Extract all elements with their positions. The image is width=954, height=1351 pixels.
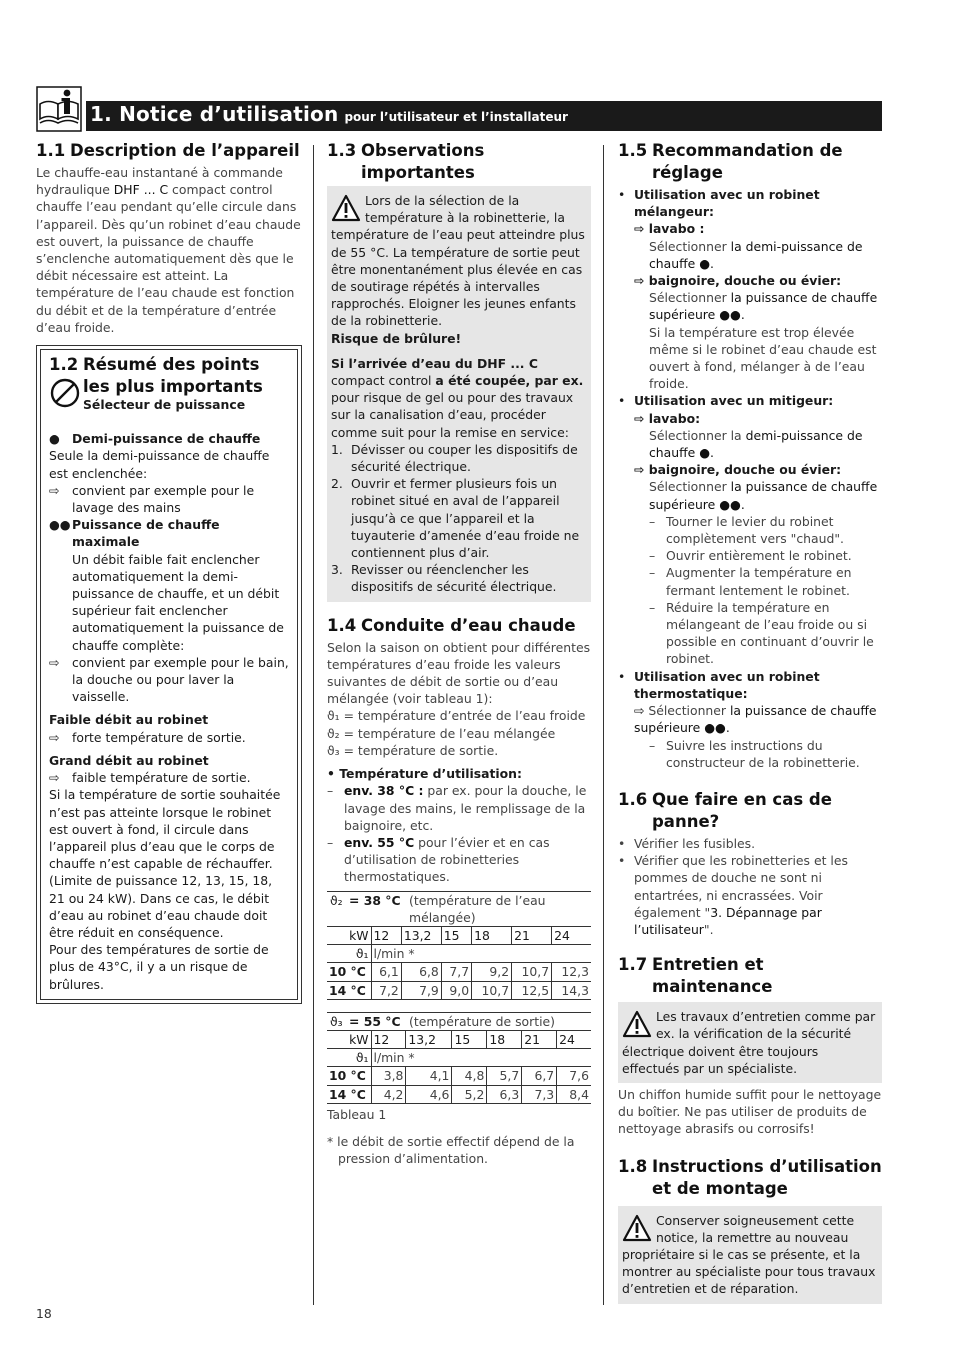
table-caption: Tableau 1 bbox=[327, 1106, 387, 1122]
high-flow-title: Grand débit au robinet bbox=[49, 752, 209, 768]
list-item: – Tourner le levier du robinet complètement vers "chaud". bbox=[649, 513, 844, 547]
heading-1-2: 1.2 Résumé des points les plus importants bbox=[49, 355, 263, 397]
max-power-title: ●● Puissance de chauffe maximale bbox=[49, 517, 220, 550]
basin-1: ⇨ lavabo : bbox=[634, 221, 705, 237]
list-item: – Ouvrir entièrement le robinet. bbox=[649, 548, 852, 564]
flow-table-55: ϑ₃ = 55 °C (température de sortie) kW 12 13,2 15 18 21 24 ϑ₁ l/min * 10 °C 3,8 4,1 4,8 5,7 6,7 7,6 14 °C 4,2 4,6 5,2 6,3 7,3 8,4 bbox=[329, 1013, 589, 1102]
var-theta2: ϑ₂ = température de l’eau mélangée bbox=[327, 725, 556, 741]
basin-2-text: Sélectionner la demi-puissance de chauffe ●. bbox=[649, 427, 863, 461]
bath-1: ⇨ baignoire, douche ou évier: bbox=[634, 273, 842, 289]
arrow-icon: ⇨ bbox=[49, 770, 60, 786]
section-title: 1. Notice d’utilisation bbox=[90, 102, 339, 126]
thermostatic-section: • Utilisation avec un robinet thermostatique: bbox=[618, 668, 820, 701]
list-item: 3. Revisser ou réenclencher les dispositifs de sécurité électrique. bbox=[331, 562, 557, 595]
thermostatic-text: ⇨ Sélectionner la puissance de chauffe supérieure ●●. bbox=[634, 703, 877, 736]
max-power-use: ⇨ convient par exemple pour le bain, la douche ou pour laver la vaisselle. bbox=[49, 654, 289, 705]
heading-1-6: 1.6 Que faire en cas de panne? bbox=[618, 789, 832, 831]
warning-triangle-icon bbox=[622, 1214, 652, 1242]
summary-box bbox=[36, 345, 302, 1004]
var-theta1: ϑ₁ = température d’entrée de l’eau froide bbox=[327, 708, 586, 724]
basin-1-text: Sélectionner la demi-puissance de chauffe ●. bbox=[649, 238, 863, 271]
column-middle bbox=[327, 140, 591, 1167]
var-theta3: ϑ₃ = température de sortie. bbox=[327, 742, 499, 758]
maintenance-warning: Les travaux d’entretien comme par ex. la vérification de la sécurité électrique doivent être toujours effectués par un spécialiste. bbox=[622, 1009, 876, 1076]
mixer-section: • Utilisation avec un robinet mélangeur: bbox=[618, 187, 820, 220]
burn-warning-text: Pour des températures de sortie de plus de 43°C, il y a un risque de brûlures. bbox=[49, 942, 269, 992]
list-item: • Vérifier que les robinetteries et les pommes de douche ne sont ni entartrées, ni encrassées. Voir également "3. Dépannage par l’utilisateur". bbox=[618, 853, 848, 937]
half-power-use: ⇨ convient par exemple pour le lavage des mains bbox=[49, 482, 255, 516]
table-row: 14 °C 4,2 4,6 5,2 6,3 7,3 8,4 bbox=[329, 1086, 589, 1102]
list-item: • Vérifier les fusibles. bbox=[618, 835, 756, 851]
max-power-text: Un débit faible fait enclencher automatiquement la demi-puissance de chauffe, et un débit supérieur fait enclencher automatiquement la puissance de chauffe complète: bbox=[72, 551, 284, 653]
heading-1-3: 1.3 Observations importantes bbox=[327, 141, 485, 182]
hot-water-intro: Selon la saison on obtient pour différentes températures d’eau froide les valeurs suivantes de débit de sortie ou d’eau mélangée (voir tableau 1): bbox=[327, 639, 591, 707]
prohibition-icon bbox=[49, 377, 83, 409]
maintenance-warning-box bbox=[618, 1002, 882, 1083]
restart-steps bbox=[331, 441, 587, 596]
temperature-warning: Lors de la sélection de la température à la robinetterie, la température de l’eau peut atteindre plus de 55 °C. La température de sortie peut être monentanément plus élevée en cas de soutirage répétés à intervalles rapprochés. Eloigner les jeunes enfants de la robinetterie. bbox=[331, 193, 585, 329]
usage-temp-title: • Température d’utilisation: bbox=[327, 766, 522, 782]
keep-notice-text: Conserver soigneusement cette notice, la remettre au nouveau propriétaire si le cas se présente, et la montrer au spécialiste pour tous travaux d’entretien et de réparation. bbox=[622, 1212, 876, 1297]
bath-2-text: Sélectionner la puissance de chauffe supérieure ●●. bbox=[649, 479, 878, 512]
high-flow-text: Si la température de sortie souhaitée n’est pas atteinte lorsque le robinet est ouvert à fond, il circule dans l’appareil plus d’eau que le corps de chauffe n’est capable de réchauffer. (Limite de puissance 12, 13, 15, 18, 21 ou 24 kW). Dans ce cas, le débit d’eau au robinet d’eau chaude doit être réduit en conséquence. bbox=[49, 787, 281, 940]
high-flow-result: ⇨ faible température de sortie. bbox=[49, 770, 251, 786]
bath-2: ⇨ baignoire, douche ou évier: bbox=[634, 462, 842, 478]
warning-triangle-icon bbox=[331, 194, 361, 222]
basin-2: ⇨ lavabo: bbox=[634, 410, 701, 426]
keep-notice-box bbox=[618, 1206, 882, 1304]
bath-1-text: Sélectionner la puissance de chauffe supérieure ●●. bbox=[649, 290, 878, 323]
heading-1-1: 1.1 Description de l’appareil bbox=[36, 141, 300, 160]
list-item: 2. Ouvrir et fermer plusieurs fois un robinet situé en aval de l’appareil jusqu’à ce que l’appareil et la tuyauterie d’amenée d’eau froide ne contiennent plus d’air. bbox=[331, 476, 580, 561]
arrow-icon: ⇨ bbox=[49, 482, 60, 498]
usage-38: – env. 38 °C : par ex. pour la douche, le lavage des mains, le remplissage de la baignoire, etc. bbox=[327, 783, 587, 833]
table-row: 14 °C 7,2 7,9 9,0 10,7 12,5 14,3 bbox=[329, 982, 589, 998]
bath-1-note: Si la température est trop élevée même si le robinet d’eau chaude est ouvert à fond, mélanger à de l’eau froide. bbox=[649, 324, 877, 392]
selector-label: Sélecteur de puissance bbox=[83, 397, 246, 413]
half-power-title: ● Demi-puissance de chauffe bbox=[49, 431, 261, 447]
heading-1-4: 1.4 Conduite d’eau chaude bbox=[327, 615, 576, 635]
list-item: – Augmenter la température en fermant lentement le robinet. bbox=[649, 565, 852, 598]
arrow-icon: ⇨ bbox=[49, 729, 60, 745]
cleaning-text: Un chiffon humide suffit pour le nettoyage du boîtier. Ne pas utiliser de produits de nettoyage abrasifs ou corrosifs! bbox=[618, 1086, 882, 1137]
low-flow-title: Faible débit au robinet bbox=[49, 712, 209, 728]
important-notes-box bbox=[327, 186, 591, 602]
column-divider bbox=[313, 145, 314, 1305]
mitigeur-section: • Utilisation avec un mitigeur: bbox=[618, 393, 834, 409]
table-row: 10 °C 6,1 6,8 7,7 9,2 10,7 12,3 bbox=[329, 964, 589, 980]
description-text: Le chauffe-eau instantané à commande hydraulique DHF ... C compact control chauffe l’eau pendant qu’elle circule dans l’appareil. Dès qu’un robinet d’eau chaude est ouvert, la puissance de chauffe s’enclenche automatiquement dès que le débit nécessaire est atteint. La température de l’eau chaude est fonction du débit et de la température d’entrée d’eau froide. bbox=[36, 165, 301, 335]
list-item: – Réduire la température en mélangeant de l’eau froide ou si possible en continuant d’ouvrir le robinet. bbox=[649, 599, 874, 667]
water-cut-text: compact control a été coupée, par ex. pour risque de gel ou pour des travaux sur la canalisation d’eau, procéder comme suit pour la remise en service: bbox=[331, 373, 584, 440]
water-cut-title: Si l’arrivée d’eau du DHF ... C bbox=[331, 355, 538, 371]
table-footnote: * le débit de sortie effectif dépend de la pression d’alimentation. bbox=[327, 1133, 575, 1167]
burn-risk: Risque de brûlure! bbox=[331, 330, 462, 346]
low-flow-result: ⇨ forte température de sortie. bbox=[49, 729, 246, 745]
half-power-text: Seule la demi-puissance de chauffe est enclenchée: bbox=[49, 448, 270, 481]
usage-55: – env. 55 °C pour l’évier et en cas d’utilisation de robinetteries thermostatiques. bbox=[327, 834, 550, 885]
column-left bbox=[36, 140, 302, 1004]
table-row: 10 °C 3,8 4,1 4,8 5,7 6,7 7,6 bbox=[329, 1068, 589, 1084]
column-divider bbox=[603, 145, 604, 1305]
heading-1-8: 1.8 Instructions d’utilisation et de montage bbox=[618, 1156, 882, 1198]
column-right bbox=[618, 140, 884, 1304]
heading-1-7: 1.7 Entretien et maintenance bbox=[618, 955, 773, 997]
warning-triangle-icon bbox=[622, 1010, 652, 1038]
section-subtitle: pour l’utilisateur et l’installateur bbox=[344, 110, 568, 124]
flow-table-38: ϑ₂ = 38 °C (température de l’eau mélangée) kW 12 13,2 15 18 21 24 ϑ₁ l/min * 10 °C 6,1 6,8 7,7 9,2 10,7 12,3 14 °C 7,2 7,9 9,0 10,7 12,5 14,3 bbox=[329, 892, 589, 998]
arrow-icon: ⇨ bbox=[49, 654, 60, 670]
heading-1-5: 1.5 Recommandation de réglage bbox=[618, 141, 843, 182]
book-info-icon bbox=[36, 86, 82, 132]
list-item: 1. Dévisser ou couper les dispositifs de sécurité électrique. bbox=[331, 441, 578, 475]
page-number: 18 bbox=[36, 1306, 52, 1321]
list-item: – Suivre les instructions du constructeur de la robinetterie. bbox=[649, 737, 860, 770]
section-header bbox=[86, 101, 882, 131]
